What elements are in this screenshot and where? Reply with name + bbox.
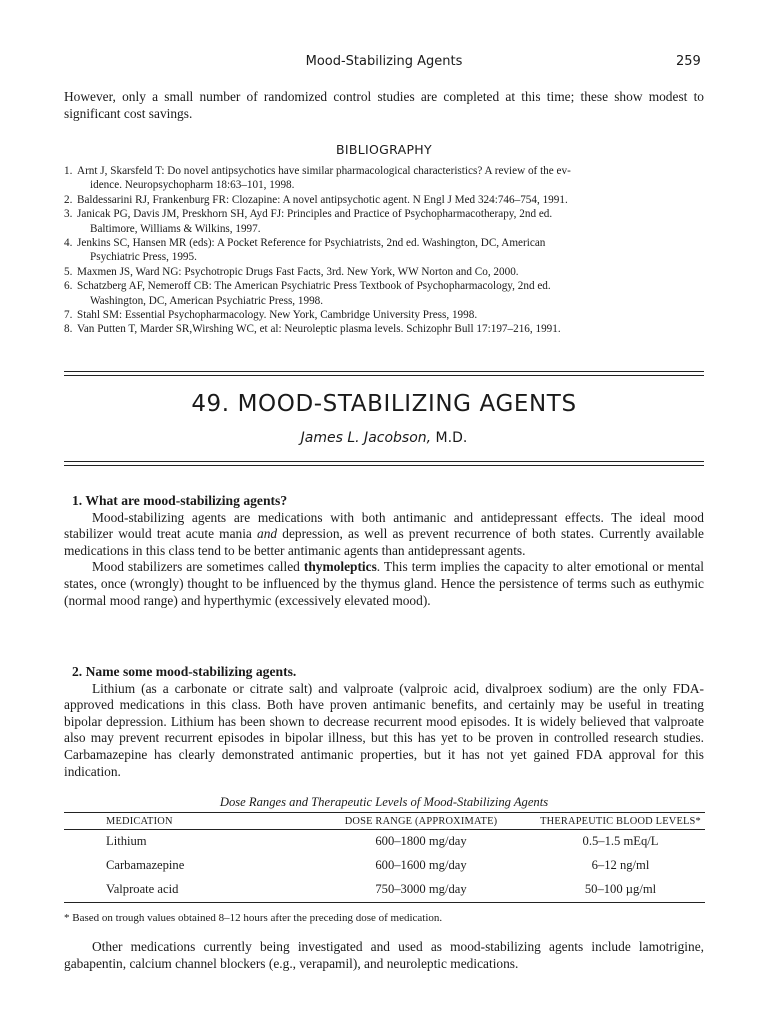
table-row xyxy=(64,830,705,855)
chapter-bottom-rule-inner xyxy=(64,465,704,466)
table-cell: 6–12 ng/ml xyxy=(591,858,650,872)
column-header-dose-range: DOSE RANGE (APPROXIMATE) xyxy=(306,813,536,830)
table-cell: Carbamazepine xyxy=(106,858,185,872)
question-2-answer: Lithium (as a carbonate or citrate salt) and valproate (valproic acid, divalproex sodium) are the only FDA-approved medications in this class. Both have proven antimanic benefits, and certainly may be useful in treating bipolar depression. Lithium has been shown to decrease recurrent mood episodes. It is widely believed that valproate also may prevent recurrent episodes in bipolar illness, but this has yet to be proven in controlled research studies. Carbamazepine has clearly demonstrated antimanic properties, but it has not yet gained FDA approval for this indication. xyxy=(64,680,704,779)
table-cell: 50–100 µg/ml xyxy=(536,878,705,903)
chapter-top-rule-inner xyxy=(64,375,704,376)
table-cell: 600–1600 mg/day xyxy=(375,858,467,872)
table-header-row xyxy=(64,813,705,830)
table-cell: Valproate acid xyxy=(64,878,306,903)
table-caption: Dose Ranges and Therapeutic Levels of Mood-Stabilizing Agents xyxy=(219,795,549,809)
question-1-answer-p1: Mood-stabilizing agents are medications with both antimanic and antidepressant effects. The ideal mood stabilizer would treat acute mania and depression, as well as prevent recurrence of both states. Currently available medications in this class tend to be better antimanic agents than antidepressant agents. xyxy=(64,509,704,558)
bibliography-entry: 5. Maxmen JS, Ward NG: Psychotropic Drugs Fast Facts, 3rd. New York, WW Norton and Co, 2000. xyxy=(64,265,519,278)
table-cell: Lithium xyxy=(106,834,147,848)
bibliography-entry: 7. Stahl SM: Essential Psychopharmacology. New York, Cambridge University Press, 1998. xyxy=(64,309,478,322)
page-number: 259 xyxy=(676,54,701,69)
question-1-heading: 1. What are mood-stabilizing agents? xyxy=(72,493,288,508)
table-cell: 750–3000 mg/day xyxy=(306,878,536,903)
table-cell: 600–1800 mg/day xyxy=(375,834,467,848)
bibliography-entry: 1. Arnt J, Skarsfeld T: Do novel antipsychotics have similar pharmacological characteristics? A review of the ev- idence. Neuropsychopharm 18:63–101, 1998. xyxy=(64,165,571,192)
question-1 xyxy=(64,493,704,609)
dose-table xyxy=(64,812,705,903)
table-cell: 0.5–1.5 mEq/L xyxy=(582,834,659,848)
question-1-answer-p2: Mood stabilizers are sometimes called thymoleptics. This term implies the capacity to alter emotional or mental states, once (wrongly) thought to be influenced by the thymus gland. Hence the persistence of terms such as euthymic (normal mood range) and hyperthymic (excessively elevated mood). xyxy=(64,559,705,608)
bibliography-entry: 4. Jenkins SC, Hansen MR (eds): A Pocket Reference for Psychiatrists, 2nd ed. Washington, DC, American Psychiatric Press, 1995. xyxy=(64,237,546,264)
column-header-medication: MEDICATION xyxy=(64,813,306,830)
table-footnote: * Based on trough values obtained 8–12 hours after the preceding dose of medication. xyxy=(64,912,443,924)
bibliography-entry: 2. Baldessarini RJ, Frankenburg FR: Clozapine: A novel antipsychotic agent. N Engl J Med 324:746–754, 1991. xyxy=(64,193,568,206)
chapter-author: James L. Jacobson, M.D. xyxy=(300,430,468,446)
table-row xyxy=(64,854,705,878)
chapter-top-rule xyxy=(64,371,704,372)
closing-paragraph: Other medications currently being investigated and used as mood-stabilizing agents include lamotrigine, gabapentin, calcium channel blockers (e.g., verapamil), and neuroleptic medications. xyxy=(64,939,704,971)
bibliography-heading: BIBLIOGRAPHY xyxy=(336,142,432,157)
question-2 xyxy=(64,664,704,780)
chapter-bottom-rule xyxy=(64,461,704,462)
bibliography-entry: 3. Janicak PG, Davis JM, Preskhorn SH, Ayd FJ: Principles and Practice of Psychopharmacotherapy, 2nd ed. Baltimore, Williams & Wilkins, 1997. xyxy=(64,208,553,235)
bibliography-entry: 8. Van Putten T, Marder SR,Wirshing WC, et al: Neuroleptic plasma levels. Schizophr Bull 17:197–216, 1991. xyxy=(64,323,561,336)
chapter-title: 49. MOOD-STABILIZING AGENTS xyxy=(191,391,577,417)
column-header-blood-levels: THERAPEUTIC BLOOD LEVELS* xyxy=(536,813,705,830)
table-row xyxy=(64,878,705,903)
intro-paragraph: However, only a small number of randomized control studies are completed at this time; these show modest to significant cost savings. xyxy=(64,89,704,121)
question-2-heading: 2. Name some mood-stabilizing agents. xyxy=(72,664,297,679)
running-title: Mood-Stabilizing Agents xyxy=(305,54,463,69)
bibliography-list xyxy=(64,164,704,337)
bibliography-entry: 6. Schatzberg AF, Nemeroff CB: The American Psychiatric Press Textbook of Psychopharmacology, 2nd ed. Washington, DC, American Psychiatric Press, 1998. xyxy=(64,280,551,307)
